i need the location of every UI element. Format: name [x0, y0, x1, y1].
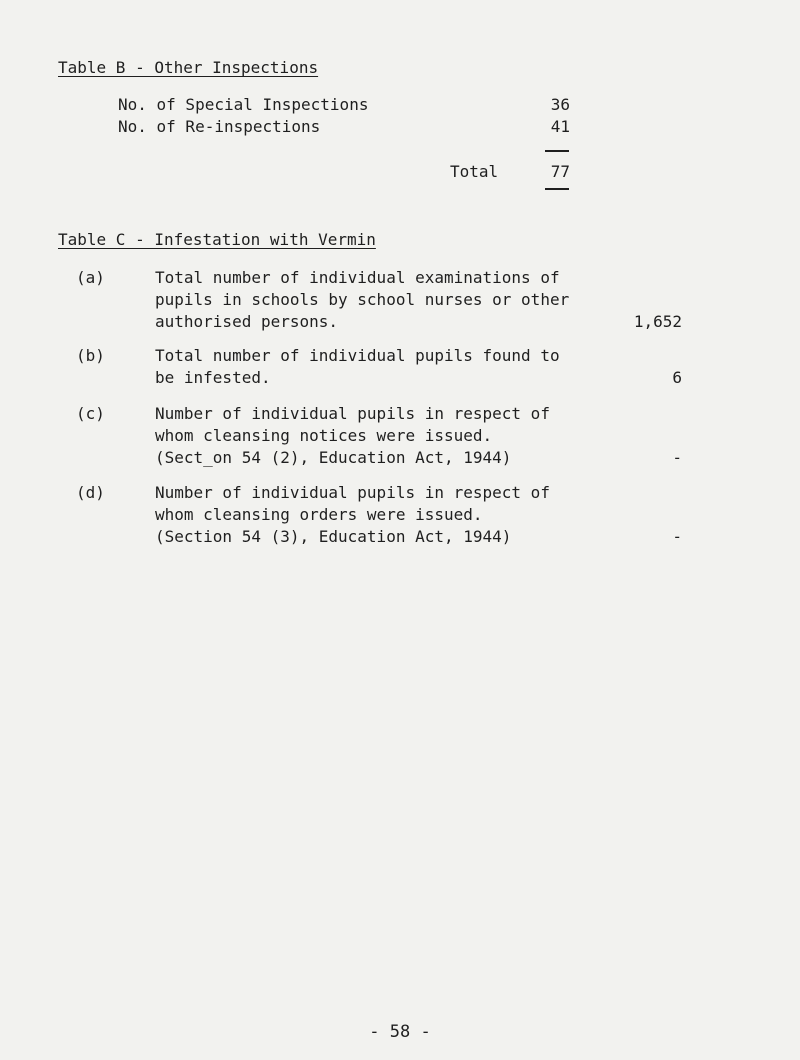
item-line: Number of individual pupils in respect of [155, 404, 550, 423]
item-value: - [672, 448, 682, 467]
table-b-row-value: 41 [550, 117, 570, 136]
item-line: Total number of individual pupils found to [155, 346, 560, 365]
item-line: Total number of individual examinations of [155, 268, 560, 287]
item-marker: (c) [76, 404, 105, 423]
item-value: 1,652 [633, 312, 682, 331]
item-marker: (a) [76, 268, 105, 287]
item-line: Number of individual pupils in respect of [155, 483, 550, 502]
item-value: 6 [672, 368, 682, 387]
item-line: (Sect_on 54 (2), Education Act, 1944) [155, 448, 512, 467]
page-number: - 58 - [369, 1022, 431, 1042]
total-rule-top [545, 150, 569, 152]
item-line: (Section 54 (3), Education Act, 1944) [155, 527, 512, 546]
table-b-row-label: No. of Special Inspections [118, 95, 369, 114]
item-marker: (d) [76, 483, 105, 502]
table-b-total-value: 77 [550, 162, 570, 181]
table-b-row-label: No. of Re-inspections [118, 117, 321, 136]
item-line: authorised persons. [155, 312, 339, 331]
item-line: whom cleansing orders were issued. [155, 505, 483, 524]
table-b-row-value: 36 [550, 95, 570, 114]
table-c-heading: Table C - Infestation with Vermin [58, 230, 376, 249]
item-marker: (b) [76, 346, 105, 365]
item-line: whom cleansing notices were issued. [155, 426, 493, 445]
item-line: pupils in schools by school nurses or other [155, 290, 570, 309]
table-b-heading: Table B - Other Inspections [58, 58, 319, 77]
item-value: - [672, 527, 682, 546]
item-line: be infested. [155, 368, 271, 387]
table-b-total-label: Total [450, 162, 499, 181]
total-rule-bottom [545, 188, 569, 190]
